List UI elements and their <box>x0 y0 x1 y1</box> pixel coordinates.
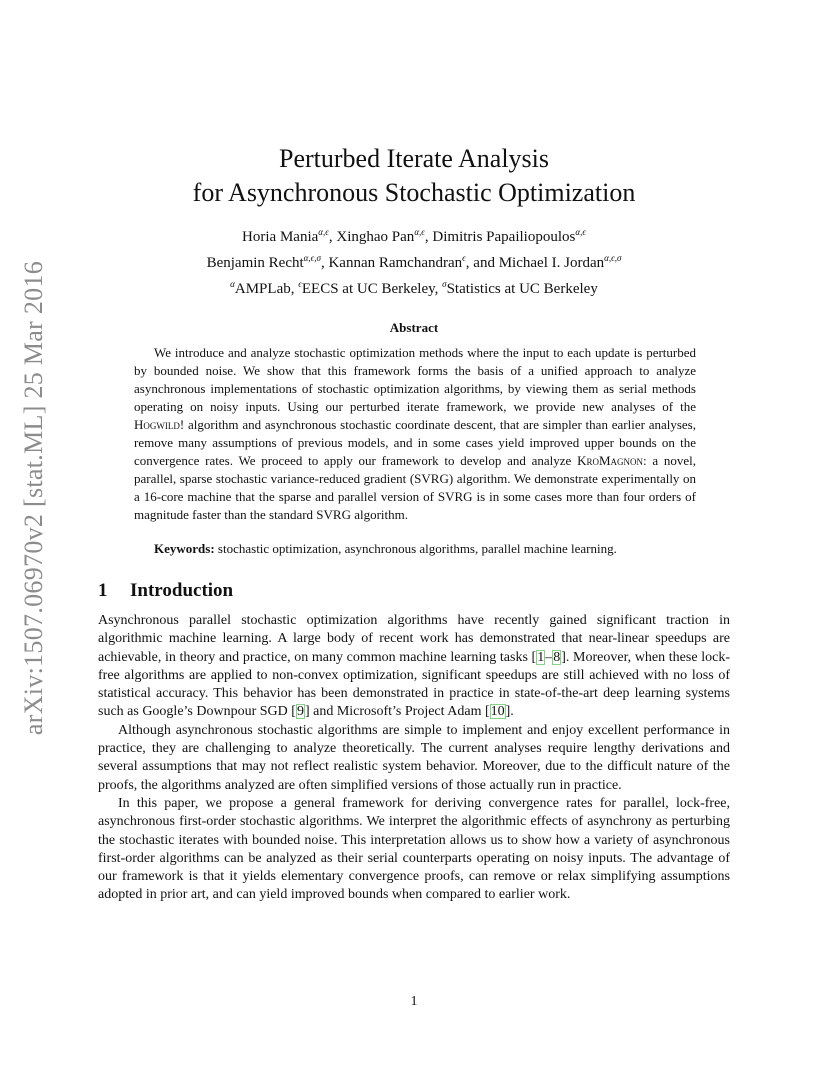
citation-link[interactable]: 9 <box>296 704 304 720</box>
abstract-text: algorithm and asynchronous stochastic coordinate descent, that are simpler than earlier analyses, remove many assumptions of previous models, and in some cases yield improved upper bounds on the convergence rates. We proceed to apply our framework to develop and analyze <box>134 417 696 468</box>
abstract-heading: Abstract <box>389 320 439 335</box>
section-number: 1 <box>98 580 108 601</box>
citation-link[interactable]: 10 <box>490 704 505 720</box>
separator: , and <box>465 255 499 271</box>
author-name: Benjamin Recht <box>206 255 304 271</box>
author-affiliation-marker: α,ϵ <box>414 227 425 237</box>
paragraph-text: ]. Moreover, when these lock-free algorithms are applied to non-convex optimization, significant speedups are still achieved with no loss of statistical accuracy. This behavior has been demonstrated in practice in state-of-the-art deep learning systems such as Google’s Downpour SGD [ <box>98 649 730 720</box>
affiliation: AMPLab, <box>234 281 299 297</box>
paper-title <box>0 142 828 210</box>
author-affiliation-marker: α,ϵ <box>318 227 329 237</box>
affiliation: EECS at UC Berkeley, <box>301 281 443 297</box>
author-affiliation-marker: ϵ <box>462 253 466 263</box>
affiliation: Statistics at UC Berkeley <box>446 281 598 297</box>
keywords-label: Keywords: <box>154 541 215 556</box>
kromagnon-name: KroMagnon <box>577 453 644 468</box>
author-name: Xinghao Pan <box>336 229 415 245</box>
separator: , <box>328 229 337 245</box>
section-heading <box>98 580 738 602</box>
author-name: Horia Mania <box>242 229 319 245</box>
author-name: Kannan Ramchandran <box>328 255 463 271</box>
author-name: Michael I. Jordan <box>498 255 605 271</box>
keywords <box>134 540 734 558</box>
title-line-1: Perturbed Iterate Analysis <box>278 144 550 173</box>
author-name: Dimitris Papailiopoulos <box>432 229 576 245</box>
paragraph: Although asynchronous stochastic algorithms are simple to implement and enjoy excellent performance in practice, they are challenging to analyze theoretically. The current analyses require lengthy derivations and several assumptions that may not reflect realistic system behavior. Moreover, due to the difficult nature of the proofs, the algorithms analyzed are often simplified versions of those actually run in practice. <box>98 722 730 793</box>
authors-line-2 <box>0 248 828 274</box>
arxiv-identifier-text: arXiv:1507.06970v2 [stat.ML] 25 Mar 2016 <box>19 260 49 735</box>
paragraph-text: ] and Microsoft’s Project Adam [ <box>304 704 490 720</box>
author-affiliation-marker: α,ϵ,σ <box>604 253 622 263</box>
introduction-body <box>98 612 730 905</box>
abstract-body <box>134 344 696 524</box>
page-number: 1 <box>410 994 418 1009</box>
paragraph <box>98 612 730 722</box>
paragraph-text: Asynchronous parallel stochastic optimization algorithms have recently gained significant traction in algorithmic machine learning. A large body of recent work has demonstrated that near-linear speedups are achievable, in theory and practice, on many common machine learning tasks [ <box>98 613 730 665</box>
abstract-text: We introduce and analyze stochastic optimization methods where the input to each update is perturbed by bounded noise. We show that this framework forms the basis of a unified approach to analyze asynchronous implementations of stochastic optimization algorithms, by viewing them as serial methods operating on noisy inputs. Using our perturbed iterate framework, we provide new analyses of the <box>134 345 696 414</box>
author-block <box>0 222 828 300</box>
citation-link[interactable]: 8 <box>553 649 561 665</box>
citation-range-dash: – <box>545 649 553 665</box>
affiliation-marker: α <box>230 279 235 289</box>
citation-link[interactable]: 1 <box>537 649 545 665</box>
author-affiliation-marker: α,ϵ,σ <box>303 253 321 263</box>
title-line-2: for Asynchronous Stochastic Optimization <box>192 178 636 207</box>
paragraph: In this paper, we propose a general framework for deriving convergence rates for parallel, lock-free, asynchronous first-order stochastic algorithms. We interpret the algorithmic effects of asynchrony as perturbing the stochastic iterates with bounded noise. This interpretation allows us to show how a variety of asynchronous first-order algorithms can be analyzed as their serial counterparts operating on noisy inputs. The advantage of our framework is that it yields elementary convergence proofs, can remove or relax simplifying assumptions adopted in prior art, and can yield improved bounds when compared to earlier work. <box>98 795 730 903</box>
author-affiliation-marker: α,ϵ <box>575 227 586 237</box>
separator: , <box>424 229 433 245</box>
authors-line-1 <box>0 222 828 248</box>
separator: , <box>320 255 329 271</box>
affiliations-line <box>0 274 828 300</box>
section-title: Introduction <box>130 580 234 601</box>
paragraph-text: ]. <box>505 704 514 720</box>
affiliation-marker: σ <box>442 279 447 289</box>
affiliation-marker: ϵ <box>298 279 302 289</box>
abstract-text: : a novel, parallel, sparse stochastic variance-reduced gradient (SVRG) algorithm. We demonstrate experimentally on a 16-core machine that the sparse and parallel version of SVRG is in some cases more than four orders of magnitude faster than the standard SVRG algorithm. <box>134 453 697 522</box>
keywords-text: stochastic optimization, asynchronous algorithms, parallel machine learning. <box>214 541 617 556</box>
hogwild-name: Hogwild! <box>134 417 185 432</box>
arxiv-identifier-stamp <box>16 240 52 755</box>
